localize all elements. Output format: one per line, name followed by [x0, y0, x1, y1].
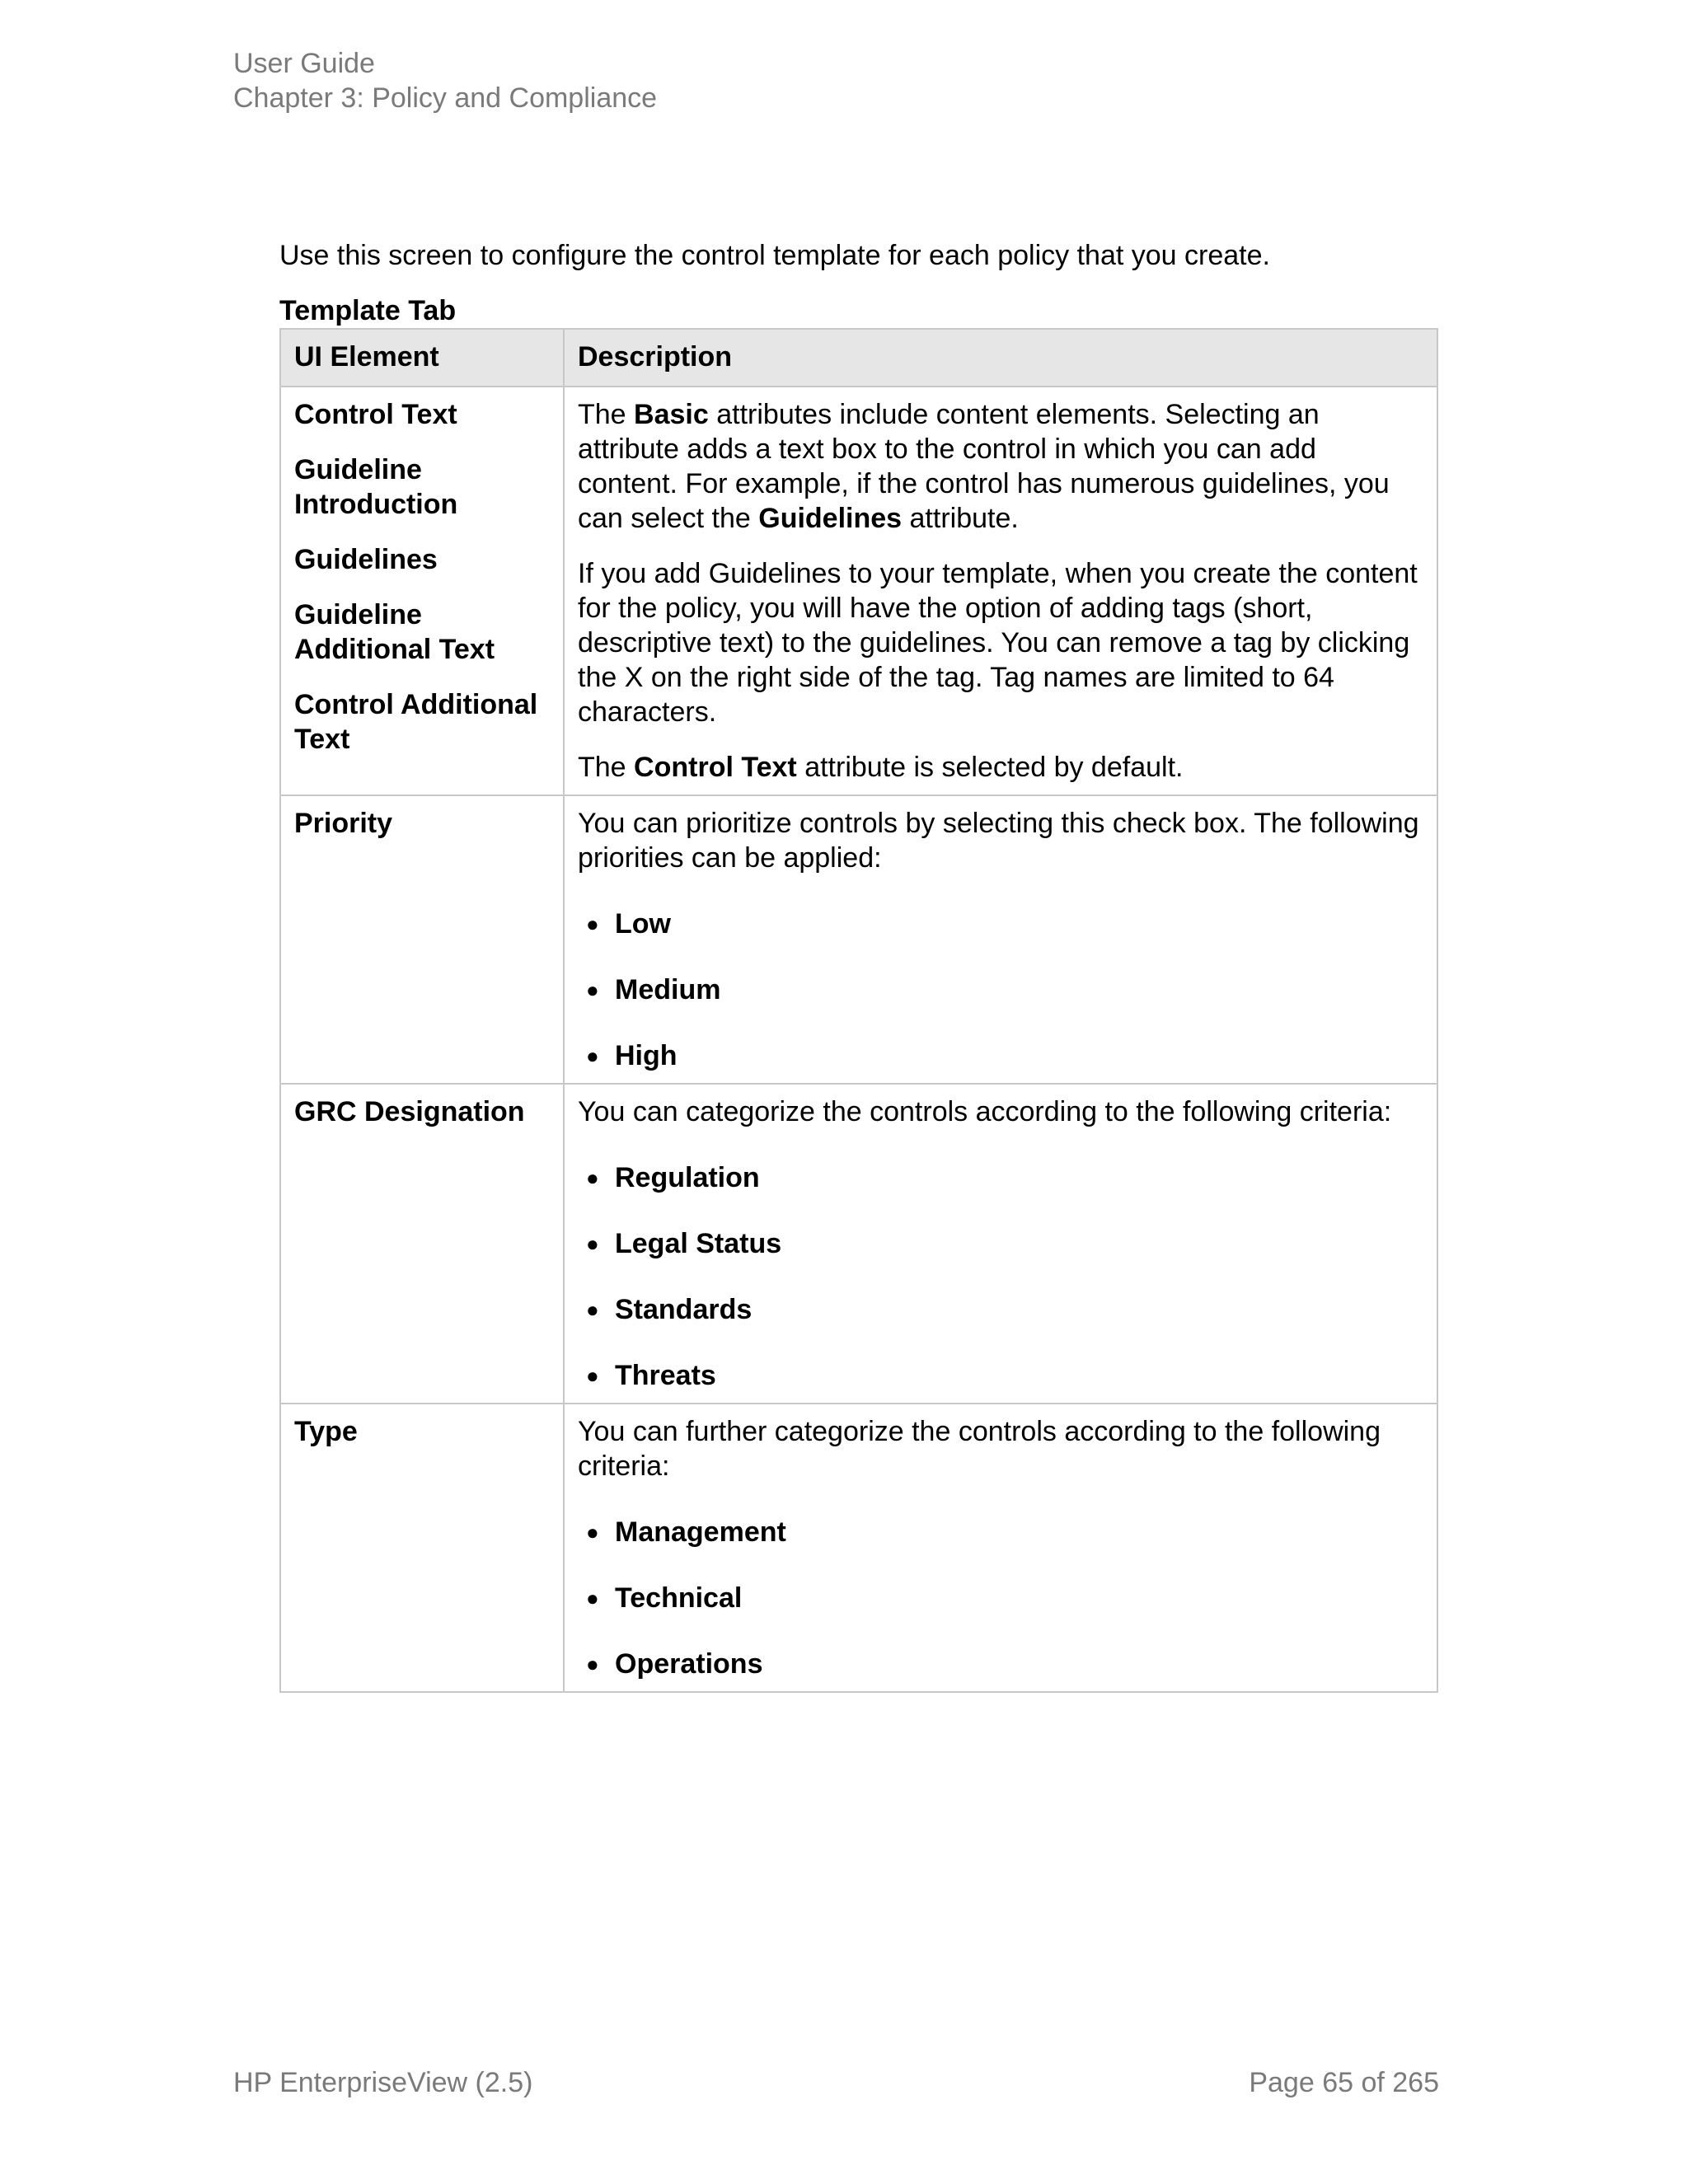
description-paragraph: If you add Guidelines to your template, when you create the content for the policy, you will have the option of adding tags (short, descriptive text) to the guidelines. You can remove a tag by clicking the X on the right side of the tag. Tag names are limited to 64 characters.: [578, 558, 1418, 728]
list-item: ● Operations: [586, 1648, 763, 1680]
list-item: ● Threats: [586, 1360, 716, 1391]
list-item: ● Medium: [586, 974, 721, 1005]
column-header-description: Description: [564, 329, 1437, 387]
ui-element-cell: [280, 795, 564, 1084]
bullet-icon: ●: [586, 977, 599, 1002]
list-item: ● Legal Status: [586, 1228, 782, 1259]
description-cell: [564, 795, 1437, 1084]
element-type: Type: [294, 1416, 358, 1447]
bullet-icon: ●: [586, 1231, 599, 1256]
footer-page-number: Page 65 of 265: [1249, 2067, 1439, 2098]
grc-criteria-list: [578, 1160, 1423, 1393]
table-caption: Template Tab: [279, 295, 457, 326]
element-guideline-additional-text: Guideline Additional Text: [294, 599, 495, 665]
table-header-row: [280, 329, 1437, 387]
element-priority: Priority: [294, 808, 393, 839]
description-paragraph: The Basic attributes include content elements. Selecting an attribute adds a text box to the control in which you can add content. For example, if the control has numerous guidelines, you can select the Guidelines attribute.: [578, 399, 1390, 534]
description-cell: [564, 1084, 1437, 1404]
header-guide-title: User Guide: [233, 48, 375, 79]
template-tab-table: [279, 328, 1438, 1693]
description-cell: [564, 387, 1437, 795]
bullet-icon: ●: [586, 912, 599, 936]
table-row: [280, 387, 1437, 795]
element-control-additional-text: Control Additional Text: [294, 689, 538, 755]
description-cell: [564, 1404, 1437, 1692]
column-header-ui-element: UI Element: [280, 329, 564, 387]
priority-list: [578, 907, 1423, 1073]
description-text: You can categorize the controls according to the following criteria:: [578, 1096, 1392, 1127]
bullet-icon: ●: [586, 1586, 599, 1610]
bullet-icon: ●: [586, 1652, 599, 1676]
description-text: You can further categorize the controls according to the following criteria:: [578, 1416, 1381, 1482]
list-item: ● Low: [586, 908, 671, 940]
running-header: [233, 46, 657, 115]
ui-element-cell: [280, 1084, 564, 1404]
list-item: ● Management: [586, 1516, 786, 1548]
bullet-icon: ●: [586, 1043, 599, 1068]
list-item: ● Regulation: [586, 1162, 760, 1193]
list-item: ● Standards: [586, 1294, 753, 1325]
bullet-icon: ●: [586, 1520, 599, 1544]
ui-element-cell: [280, 1404, 564, 1692]
list-item: ● High: [586, 1040, 678, 1071]
element-guideline-introduction: Guideline Introduction: [294, 454, 458, 520]
bullet-icon: ●: [586, 1363, 599, 1388]
element-grc-designation: GRC Designation: [294, 1096, 525, 1127]
intro-paragraph: Use this screen to configure the control template for each policy that you create.: [279, 240, 1270, 271]
ui-element-cell: [280, 387, 564, 795]
description-paragraph: The Control Text attribute is selected by default.: [578, 752, 1184, 783]
table-row: [280, 795, 1437, 1084]
footer-product-name: HP EnterpriseView (2.5): [233, 2067, 533, 2098]
table-row: [280, 1084, 1437, 1404]
header-chapter-title: Chapter 3: Policy and Compliance: [233, 82, 658, 114]
type-criteria-list: [578, 1515, 1423, 1681]
table-row: [280, 1404, 1437, 1692]
bullet-icon: ●: [586, 1297, 599, 1322]
element-control-text: Control Text: [294, 399, 457, 430]
element-guidelines: Guidelines: [294, 544, 438, 575]
bullet-icon: ●: [586, 1165, 599, 1190]
list-item: ● Technical: [586, 1582, 743, 1614]
description-text: You can prioritize controls by selecting this check box. The following priorities can be applied:: [578, 808, 1419, 874]
